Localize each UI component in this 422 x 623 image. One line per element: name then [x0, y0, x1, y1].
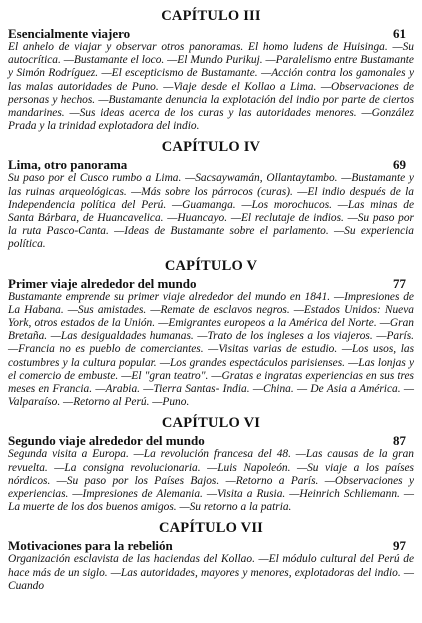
chapter-title: Lima, otro panorama [8, 157, 128, 173]
chapter-heading [8, 26, 414, 41]
chapter-heading [8, 276, 414, 291]
chapter-title: Segundo viaje alrededor del mundo [8, 433, 205, 449]
chapter-7 [8, 520, 414, 593]
chapter-6 [8, 415, 414, 514]
chapter-page-number: 87 [393, 433, 406, 449]
chapter-title: Primer viaje alrededor del mundo [8, 275, 197, 291]
chapter-label: CAPÍTULO V [164, 257, 258, 274]
chapter-summary: Su paso por el Cusco rumbo a Lima. —Sacsaywamán, Ollantaytambo. —Bustamante y las ruinas arqueológicas. —Más sobre los párrocos (curas). —El indio después de la Independencia política del Perú. —Guamanga. —Los morochucos. —Las minas de Santa Bárbara, de Huancavelica. —Huancayo. —El reclutaje de indios. —Su paso por la ruta Pasco-Canta. —Ideas de Bustamante sobre el parlamento. —Su experiencia política. [8, 172, 414, 251]
chapter-label: CAPÍTULO VI [161, 415, 261, 432]
chapter-summary: Organización esclavista de las haciendas del Kollao. —El módulo cultural del Perú de hace más de un siglo. —Las autoridades, mayores y menores, explotadoras del indio. —Cuando [8, 553, 414, 592]
chapter-summary: Bustamante emprende su primer viaje alrededor del mundo en 1841. —Impresiones de La Habana. —Sus amistades. —Remate de esclavos negros. —Estados Unidos: Nueva York, otros estados de la Unión. —Emigrantes europeos a la América del Norte. —Gran Bretaña. —Las desigualdades humanas. —Trato de los ingleses a los viajeros. —París. —Francia no es pueblo de comerciantes. —Visitas varias de estudio. —Los usos, las costumbres y la cultura popular. —Los grandes espectáculos parisienses. —Las lonjas y el comercio de embuste. —El "gran teatro". —Gratas e ingratas experiencias en sus tres meses en Francia. —Arabia. —Tierra Santas- India. —China. — De Asia a América. —Valparaíso. —Retorno al Perú. —Puno. [8, 290, 414, 409]
chapter-title: Esencialmente viajero [8, 26, 131, 41]
chapter-heading [8, 538, 414, 553]
chapter-title: Motivaciones para la rebelión [8, 538, 173, 554]
chapter-5 [8, 258, 414, 410]
chapter-label: CAPÍTULO IV [161, 139, 261, 156]
chapter-summary: El anhelo de viajar y observar otros panoramas. El homo ludens de Huisinga. —Su autocrítica. —Bustamante el loco. —El Mundo Purikuj. —Paralelismo entre Bustamante y Simón Rodríguez. —El escepticismo de Bustamante. —Acción contra los gamonales y las malas autoridades de Puno. —Viaje desde el Kollao a Lima. —Observaciones de personas y hechos. —Bustamante denuncia la explotación del indio por parte de ciertos mandarines. —Sus ideas acerca de los curas y las autoridades menores. —González Prada y la trinidad explotadora del indio. [8, 41, 414, 133]
chapter-summary: Segunda visita a Europa. —La revolución francesa del 48. —Las causas de la gran revuelta. —La consigna revolucionaria. —Luis Napoleón. —Su viaje a los países nórdicos. —Su paso por los Países Bajos. —Retorno a París. —Observaciones y experiencias. —Impresiones de Alemania. —Visita a Rusia. —Heinrich Schliemann. —La muerte de los dos buenos amigos. —Su retorno a la patria. [8, 448, 414, 514]
chapter-label: CAPÍTULO VII [158, 520, 264, 537]
chapter-page-number: 97 [393, 538, 406, 554]
chapter-heading [8, 157, 414, 172]
chapter-3 [8, 8, 414, 133]
chapter-page-number: 61 [393, 26, 406, 41]
chapter-label: CAPÍTULO III [161, 8, 261, 24]
chapter-page-number: 77 [393, 275, 406, 291]
chapter-heading [8, 433, 414, 448]
chapter-page-number: 69 [393, 157, 406, 173]
index-page [8, 8, 414, 599]
chapter-4 [8, 139, 414, 251]
